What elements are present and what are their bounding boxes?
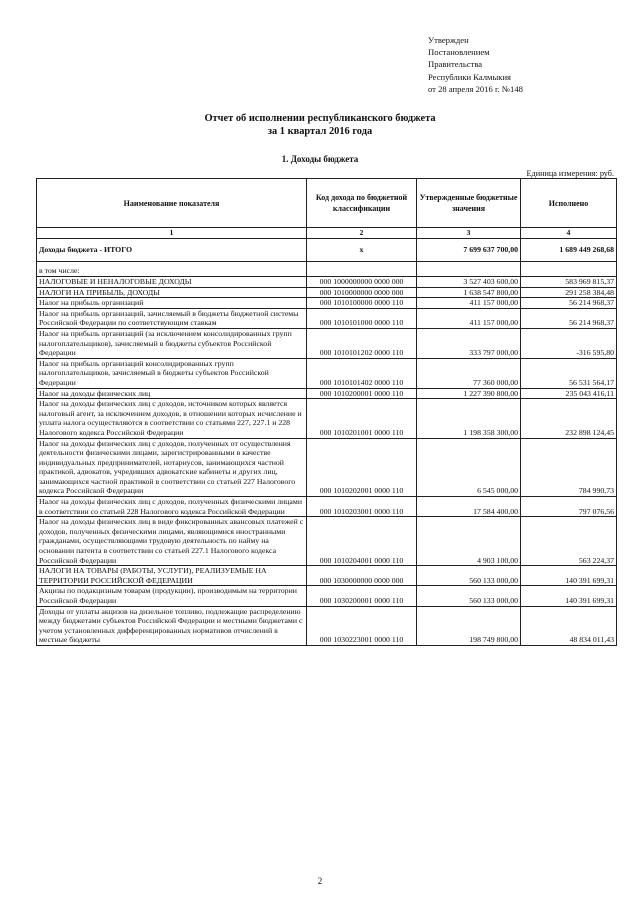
col-number: 1 <box>37 228 307 239</box>
row-code: 000 1010204001 0000 110 <box>307 517 417 566</box>
row-approved: 3 527 403 600,00 <box>417 277 521 288</box>
col-number: 2 <box>307 228 417 239</box>
row-name: Налог на доходы физических лиц <box>37 388 307 399</box>
table-row <box>37 287 617 298</box>
row-name: Акцизы по подакцизным товарам (продукции), производимым на территории Российской Федерации <box>37 586 307 606</box>
row-name: Налог на доходы физических лиц в виде фиксированных авансовых платежей с доходов, полученных физическими лицами, являющимися иностранными гражданами, осуществляющими трудовую деятельность по найму на основании патента в соответствии со статьей 227.1 Налогового кодекса Российской Федерации <box>37 517 307 566</box>
row-name: НАЛОГИ НА ТОВАРЫ (РАБОТЫ, УСЛУГИ), РЕАЛИЗУЕМЫЕ НА ТЕРРИТОРИИ РОССИЙСКОЙ ФЕДЕРАЦИИ <box>37 566 307 586</box>
row-executed: 784 990,73 <box>521 438 617 497</box>
row-code: 000 1030000000 0000 000 <box>307 566 417 586</box>
row-code: 000 1030200001 0000 110 <box>307 586 417 606</box>
row-name: Налог на доходы физических лиц с доходов, полученных физическими лицами в соответствии со статьей 228 Налогового кодекса Российской Федерации <box>37 497 307 517</box>
row-code: 000 1010000000 0000 000 <box>307 287 417 298</box>
table-header-row <box>37 179 617 228</box>
row-name: Налог на прибыль организаций консолидированных групп налогоплательщиков, зачисляемый в бюджеты субъектов Российской Федерации <box>37 358 307 388</box>
table-row <box>37 388 617 399</box>
row-name: НАЛОГИ НА ПРИБЫЛЬ, ДОХОДЫ <box>37 287 307 298</box>
section-title: 1. Доходы бюджета <box>281 154 359 164</box>
row-name: Доходы от уплаты акцизов на дизельное топливо, подлежащие распределению между бюджетами субъектов Российской Федерации и местными бюджетами с учетом установленных дифференцированных нормативов отчислений в местные бюджеты <box>37 606 307 645</box>
row-approved: 411 157 000,00 <box>417 298 521 309</box>
unit-label: Единица измерения: руб. <box>526 169 614 178</box>
row-name: Налог на доходы физических лиц с доходов, полученных от осуществления деятельности физическими лицами, зарегистрированными в качестве индивидуальных предпринимателей, нотариусов, занимающихся частной практикой, адвокатов, учредивших адвокатские кабинеты и других лиц, занимающихся частной практикой в соответствии со статьей 227 Налогового кодекса Российской Федерации <box>37 438 307 497</box>
col-number: 4 <box>521 228 617 239</box>
table-row <box>37 497 617 517</box>
row-name: Налог на прибыль организаций, зачисляемый в бюджеты бюджетной системы Российской Федерации по соответствующим ставкам <box>37 308 307 328</box>
table-row <box>37 399 617 438</box>
column-number-row <box>37 228 617 239</box>
row-approved: 1 638 547 800,00 <box>417 287 521 298</box>
row-executed: 48 834 011,43 <box>521 606 617 645</box>
row-approved: 411 157 000,00 <box>417 308 521 328</box>
approval-line: от 28 апреля 2016 г. №148 <box>428 83 523 94</box>
row-approved: 6 545 000,00 <box>417 438 521 497</box>
row-executed: 56 214 968,37 <box>521 298 617 309</box>
row-executed: 56 214 968,37 <box>521 308 617 328</box>
row-executed: 583 969 815,37 <box>521 277 617 288</box>
header-executed: Исполнено <box>521 179 617 228</box>
page-number: 2 <box>317 876 323 886</box>
row-code: 000 1010202001 0000 110 <box>307 438 417 497</box>
row-approved: 4 903 100,00 <box>417 517 521 566</box>
table-row <box>37 438 617 497</box>
row-executed: 563 224,37 <box>521 517 617 566</box>
row-executed: 797 076,56 <box>521 497 617 517</box>
report-title-line1: Отчет об исполнении республиканского бюджета <box>204 113 436 124</box>
total-executed: 1 689 449 268,68 <box>521 239 617 262</box>
row-executed: 232 898 124,45 <box>521 399 617 438</box>
total-approved: 7 699 637 700,00 <box>417 239 521 262</box>
table-row <box>37 308 617 328</box>
row-code: 000 1010101000 0000 110 <box>307 308 417 328</box>
row-code: 000 1010101402 0000 110 <box>307 358 417 388</box>
table-row <box>37 298 617 309</box>
row-name: Налог на прибыль организаций (за исключением консолидированных групп налогоплательщиков), зачисляемый в бюджеты субъектов Российской Федерации <box>37 328 307 358</box>
row-executed: 140 391 699,31 <box>521 566 617 586</box>
row-code: 000 1000000000 0000 000 <box>307 277 417 288</box>
approval-line: Утвержден <box>428 35 469 45</box>
table-row <box>37 277 617 288</box>
approval-line: Постановлением <box>428 47 490 58</box>
row-approved: 77 360 000,00 <box>417 358 521 388</box>
row-name: Налог на прибыль организаций <box>37 298 307 309</box>
row-executed: 235 043 416,11 <box>521 388 617 399</box>
total-code: x <box>307 239 417 262</box>
header-approved: Утвержденные бюджетные значения <box>417 179 521 228</box>
row-approved: 17 584 400,00 <box>417 497 521 517</box>
table-row <box>37 358 617 388</box>
including-row <box>37 262 617 277</box>
row-approved: 560 133 000,00 <box>417 586 521 606</box>
approval-block <box>428 34 523 95</box>
row-approved: 1 227 390 800,00 <box>417 388 521 399</box>
row-approved: 1 198 358 300,00 <box>417 399 521 438</box>
row-executed: 56 531 564,17 <box>521 358 617 388</box>
row-executed: -316 595,80 <box>521 328 617 358</box>
approval-line: Республики Калмыкия <box>428 71 511 82</box>
row-code: 000 1010201001 0000 110 <box>307 399 417 438</box>
header-name: Наименование показателя <box>37 179 307 228</box>
table-row <box>37 566 617 586</box>
report-title <box>0 112 640 138</box>
row-approved: 333 797 000,00 <box>417 328 521 358</box>
total-row <box>37 239 617 262</box>
row-code: 000 1010200001 0000 110 <box>307 388 417 399</box>
table-row <box>37 586 617 606</box>
row-code: 000 1030223001 0000 110 <box>307 606 417 645</box>
report-title-line2: за 1 квартал 2016 года <box>267 126 373 137</box>
row-executed: 140 391 699,31 <box>521 586 617 606</box>
row-code: 000 1010203001 0000 110 <box>307 497 417 517</box>
row-code: 000 1010100000 0000 110 <box>307 298 417 309</box>
row-name: Налог на доходы физических лиц с доходов, источником которых является налоговый агент, за исключением доходов, в отношении которых исчисление и уплата налога осуществляются в соответствии со статьями 227, 227.1 и 228 Налогового кодекса Российской Федерации <box>37 399 307 438</box>
table-row <box>37 606 617 645</box>
including-label: в том числе: <box>37 262 307 277</box>
row-code: 000 1010101202 0000 110 <box>307 328 417 358</box>
row-approved: 198 749 800,00 <box>417 606 521 645</box>
col-number: 3 <box>417 228 521 239</box>
row-name: НАЛОГОВЫЕ И НЕНАЛОГОВЫЕ ДОХОДЫ <box>37 277 307 288</box>
table-row <box>37 328 617 358</box>
total-name: Доходы бюджета - ИТОГО <box>37 239 307 262</box>
table-row <box>37 517 617 566</box>
header-code: Код дохода по бюджетной классификации <box>307 179 417 228</box>
row-approved: 560 133 000,00 <box>417 566 521 586</box>
row-executed: 291 258 384,48 <box>521 287 617 298</box>
income-table <box>36 178 617 646</box>
approval-line: Правительства <box>428 59 483 70</box>
